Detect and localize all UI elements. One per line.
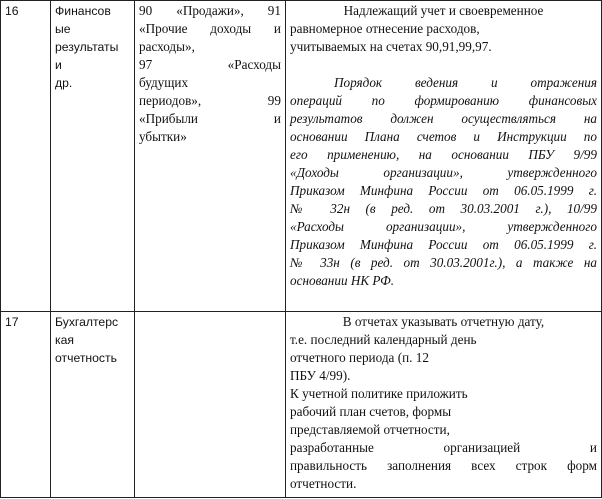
section-name-line: результаты: [55, 40, 119, 54]
accounts-line: 97 «Расходы: [139, 57, 281, 72]
section-name-line: отчетность: [55, 351, 117, 365]
description-italic-line: Приказом Минфина России от 06.05.1999 г.: [290, 183, 597, 198]
accounts-cell: [135, 312, 286, 498]
section-name-line: Финансов: [55, 4, 111, 18]
description-line: учитываемых на счетах 90,91,99,97.: [290, 39, 492, 54]
description-line: В отчетах указывать отчетную дату,: [342, 314, 545, 329]
description-italic-line: «Расходы организации», утвержденного: [290, 219, 597, 234]
row-number: 16: [1, 1, 51, 312]
description-line: К учетной политике приложить: [290, 386, 468, 401]
accounts-line: убытки»: [139, 129, 187, 144]
section-name: [51, 312, 135, 498]
section-name-line: и: [55, 58, 62, 72]
section-name-line: кая: [55, 333, 74, 347]
description-line: отчетного периода (п. 12: [290, 350, 429, 365]
description-cell: [286, 312, 602, 498]
section-name-line: ые: [55, 22, 71, 36]
description-italic-line: «Доходы организации», утвержденного: [290, 165, 597, 180]
description-line: равномерное отнесение расходов,: [290, 21, 480, 36]
accounts-line: расходы»,: [139, 39, 195, 54]
accounts-cell: [135, 1, 286, 312]
description-italic-line: Приказом Минфина России от 06.05.1999 г.: [290, 237, 597, 252]
description-italic-line: основании НК РФ.: [290, 273, 395, 288]
row-number: 17: [1, 312, 51, 498]
accounts-line: будущих: [139, 75, 189, 90]
spacer: [290, 56, 597, 74]
description-line: отчетности.: [290, 476, 357, 491]
description-line: представляемой отчетности,: [290, 422, 450, 437]
description-italic-line: Порядок ведения и отражения: [334, 75, 597, 90]
section-name-line: др.: [55, 76, 73, 90]
description-italic-line: операций по формированию финансовых: [290, 93, 597, 108]
description-italic-line: основании Плана счетов и Инструкции по: [290, 129, 597, 144]
accounts-line: периодов», 99: [139, 93, 281, 108]
description-line: рабочий план счетов, формы: [290, 404, 452, 419]
description-line: Надлежащий учет и своевременное: [343, 3, 544, 18]
description-cell: [286, 1, 602, 312]
description-italic-line: результатов должен осуществляться на: [290, 111, 597, 126]
accounts-line: «Прибыли и: [139, 111, 281, 126]
description-line: правильность заполнения всех строк форм: [290, 458, 597, 473]
accounts-line: «Прочие доходы и: [139, 21, 281, 36]
description-italic-line: № 33н (в ред. от 30.03.2001г.), а также на: [290, 255, 597, 270]
description-italic-line: его применению, на основании ПБУ 9/99: [290, 147, 597, 162]
table-row: [1, 312, 602, 498]
description-italic-line: № 32н (в ред. от 30.03.2001 г.), 10/99: [290, 201, 597, 216]
accounts-line: 90 «Продажи», 91: [139, 3, 281, 18]
description-line: разработанные организацией и: [290, 440, 597, 455]
description-line: т.е. последний календарный день: [290, 332, 477, 347]
description-line: ПБУ 4/99).: [290, 368, 351, 383]
section-name: [51, 1, 135, 312]
section-name-line: Бухгалтерс: [55, 315, 119, 329]
table-row: [1, 1, 602, 312]
